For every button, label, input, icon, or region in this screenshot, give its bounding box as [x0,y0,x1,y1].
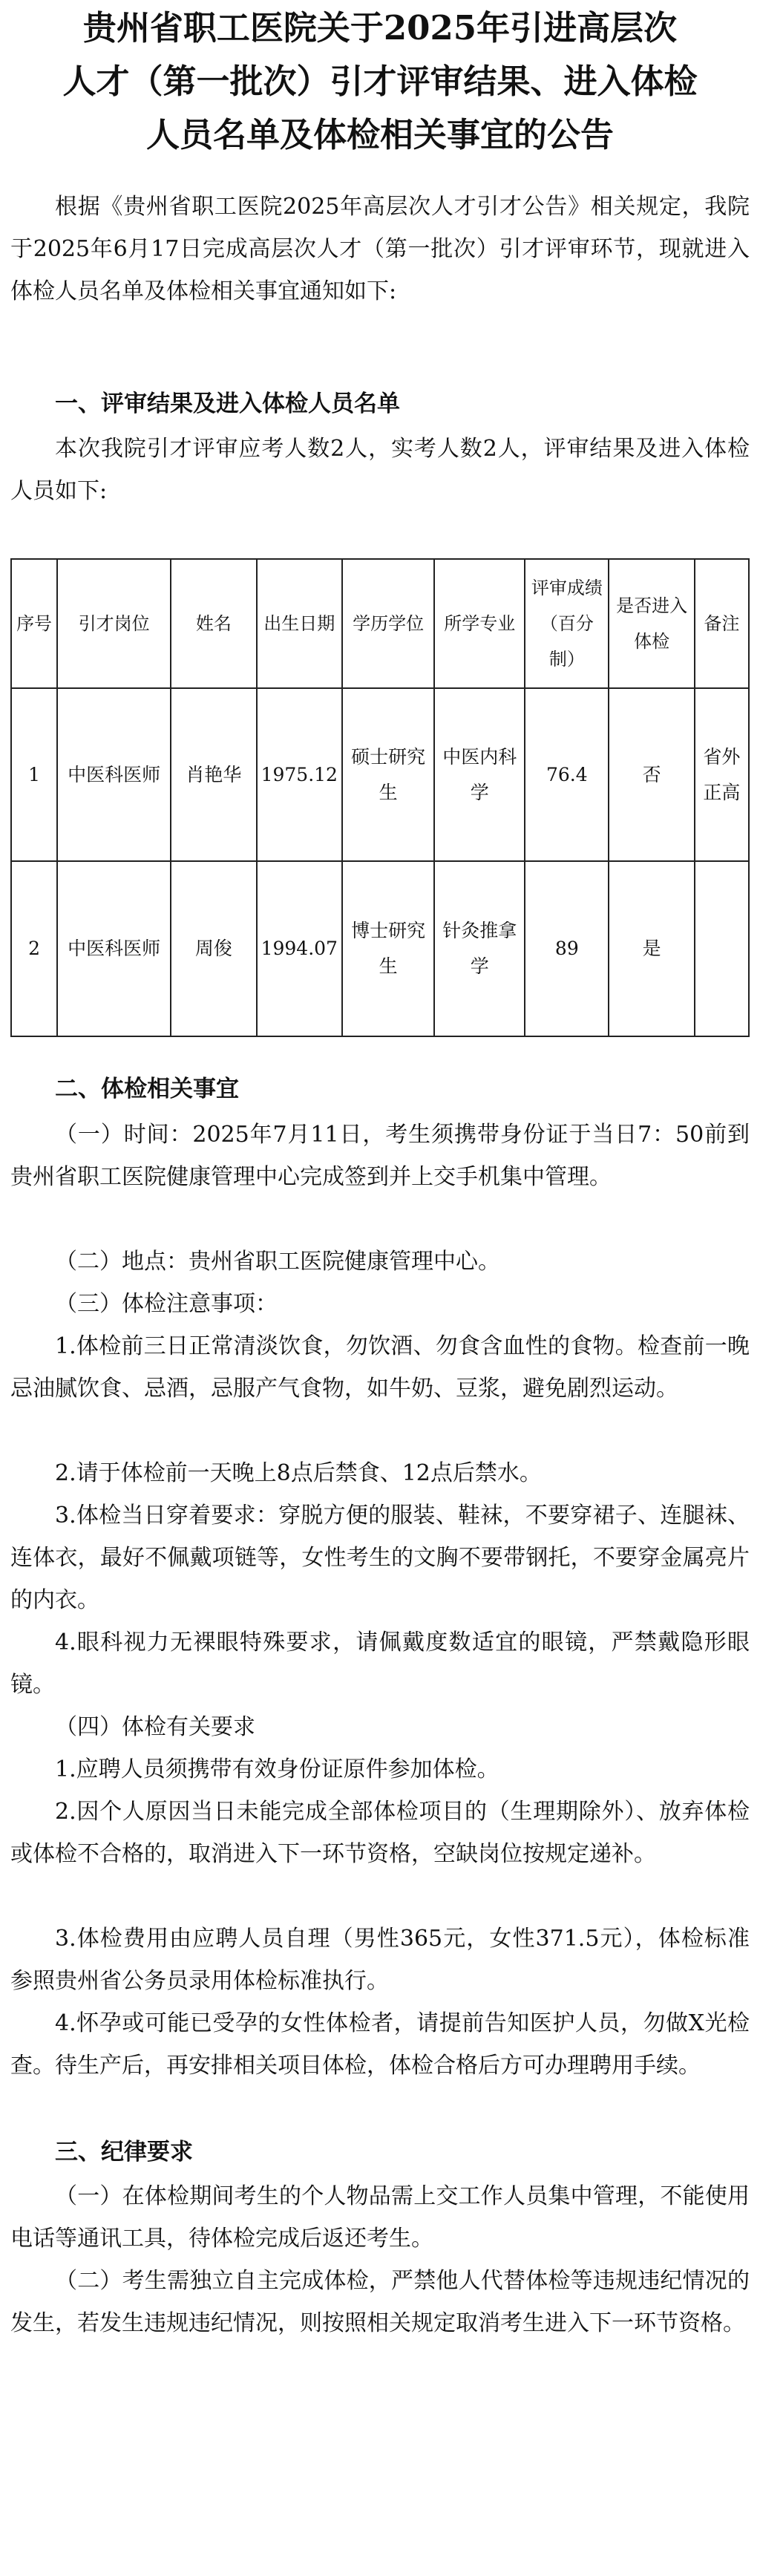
cell-index: 1 [11,688,57,861]
section-2-req-1: 1.应聘人员须携带有效身份证原件参加体检。 [55,1756,499,1782]
section-2-time: （一）时间：2025年7月11日，考生须携带身份证于当日7：50前到贵州省职工医院健康管理中心完成签到并上交手机集中管理。 [10,1122,750,1190]
cell-degree: 博士研究生 [342,861,434,1036]
cell-name: 肖艳华 [171,688,256,861]
col-header-degree: 学历学位 [342,559,434,688]
col-header-birthdate: 出生日期 [257,559,342,688]
cell-degree: 硕士研究生 [342,688,434,861]
section-2-req-4: 4.怀孕或可能已受孕的女性体检者，请提前告知医护人员，勿做X光检查。待生产后，再安排相关项目体检，体检合格后方可办理聘用手续。 [10,2010,750,2079]
section-2-note-4: 4.眼科视力无裸眼特殊要求，请佩戴度数适宜的眼镜，严禁戴隐形眼镜。 [10,1629,750,1698]
col-header-score: 评审成绩（百分制） [525,559,609,688]
col-header-name: 姓名 [171,559,256,688]
section-1-heading: 一、评审结果及进入体检人员名单 [55,390,400,417]
section-2-req-3: 3.体检费用由应聘人员自理（男性365元，女性371.5元），体检标准参照贵州省公务员录用体检标准执行。 [10,1926,750,1994]
cell-position: 中医科医师 [57,688,171,861]
section-3-heading: 三、纪律要求 [55,2139,193,2165]
cell-exam: 是 [609,861,694,1036]
cell-remark: 省外正高 [695,688,749,861]
cell-birthdate: 1994.07 [257,861,342,1036]
cell-position: 中医科医师 [57,861,171,1036]
intro-paragraph: 根据《贵州省职工医院2025年高层次人才引才公告》相关规定，我院于2025年6月17日完成高层次人才（第一批次）引才评审环节，现就进入体检人员名单及体检相关事宜通知如下: [10,194,750,304]
table-row [11,688,749,861]
section-2-req-2: 2.因个人原因当日未能完成全部体检项目的（生理期除外）、放弃体检或体检不合格的，取消进入下一环节资格，空缺岗位按规定递补。 [10,1799,750,1867]
col-header-exam: 是否进入体检 [609,559,694,688]
table-header-row [11,559,749,688]
section-3-rule-1: （一）在体检期间考生的个人物品需上交工作人员集中管理，不能使用电话等通讯工具，待体检完成后返还考生。 [10,2183,750,2252]
cell-remark [695,861,749,1036]
section-2-note-1: 1.体检前三日正常清淡饮食，勿饮酒、勿食含血性的食物。检查前一晚忌油腻饮食、忌酒，忌服产气食物，如牛奶、豆浆，避免剧烈运动。 [10,1333,750,1402]
cell-name: 周俊 [171,861,256,1036]
col-header-position: 引才岗位 [57,559,171,688]
cell-score: 89 [525,861,609,1036]
cell-exam: 否 [609,688,694,861]
cell-score: 76.4 [525,688,609,861]
title-line-1: 贵州省职工医院关于2025年引进高层次 [82,8,678,48]
table-row [11,861,749,1036]
col-header-major: 所学专业 [434,559,525,688]
cell-major: 针灸推拿学 [434,861,525,1036]
section-2-note-3: 3.体检当日穿着要求：穿脱方便的服装、鞋袜，不要穿裙子、连腿袜、连体衣，最好不佩戴项链等，女性考生的文胸不要带钢托，不要穿金属亮片的内衣。 [10,1503,750,1613]
cell-major: 中医内科学 [434,688,525,861]
section-2-heading: 二、体检相关事宜 [55,1076,239,1102]
section-2-location: （二）地点：贵州省职工医院健康管理中心。 [55,1249,500,1275]
col-header-remark: 备注 [695,559,749,688]
results-table [10,558,750,1037]
col-header-index: 序号 [11,559,57,688]
cell-birthdate: 1975.12 [257,688,342,861]
title-line-3: 人员名单及体检相关事宜的公告 [145,115,614,154]
section-1-text: 本次我院引才评审应考人数2人，实考人数2人，评审结果及进入体检人员如下: [10,436,750,504]
page-title [15,1,745,162]
section-3-rule-2: （二）考生需独立自主完成体检，严禁他人代替体检等违规违纪情况的发生，若发生违规违纪情况，则按照相关规定取消考生进入下一环节资格。 [10,2268,750,2336]
section-2-requirements-heading: （四）体检有关要求 [55,1714,255,1740]
section-2-notes-heading: （三）体检注意事项： [55,1291,278,1317]
section-2-note-2: 2.请于体检前一天晚上8点后禁食、12点后禁水。 [55,1460,542,1486]
cell-index: 2 [11,861,57,1036]
title-line-2: 人才（第一批次）引才评审结果、进入体检 [62,62,698,101]
